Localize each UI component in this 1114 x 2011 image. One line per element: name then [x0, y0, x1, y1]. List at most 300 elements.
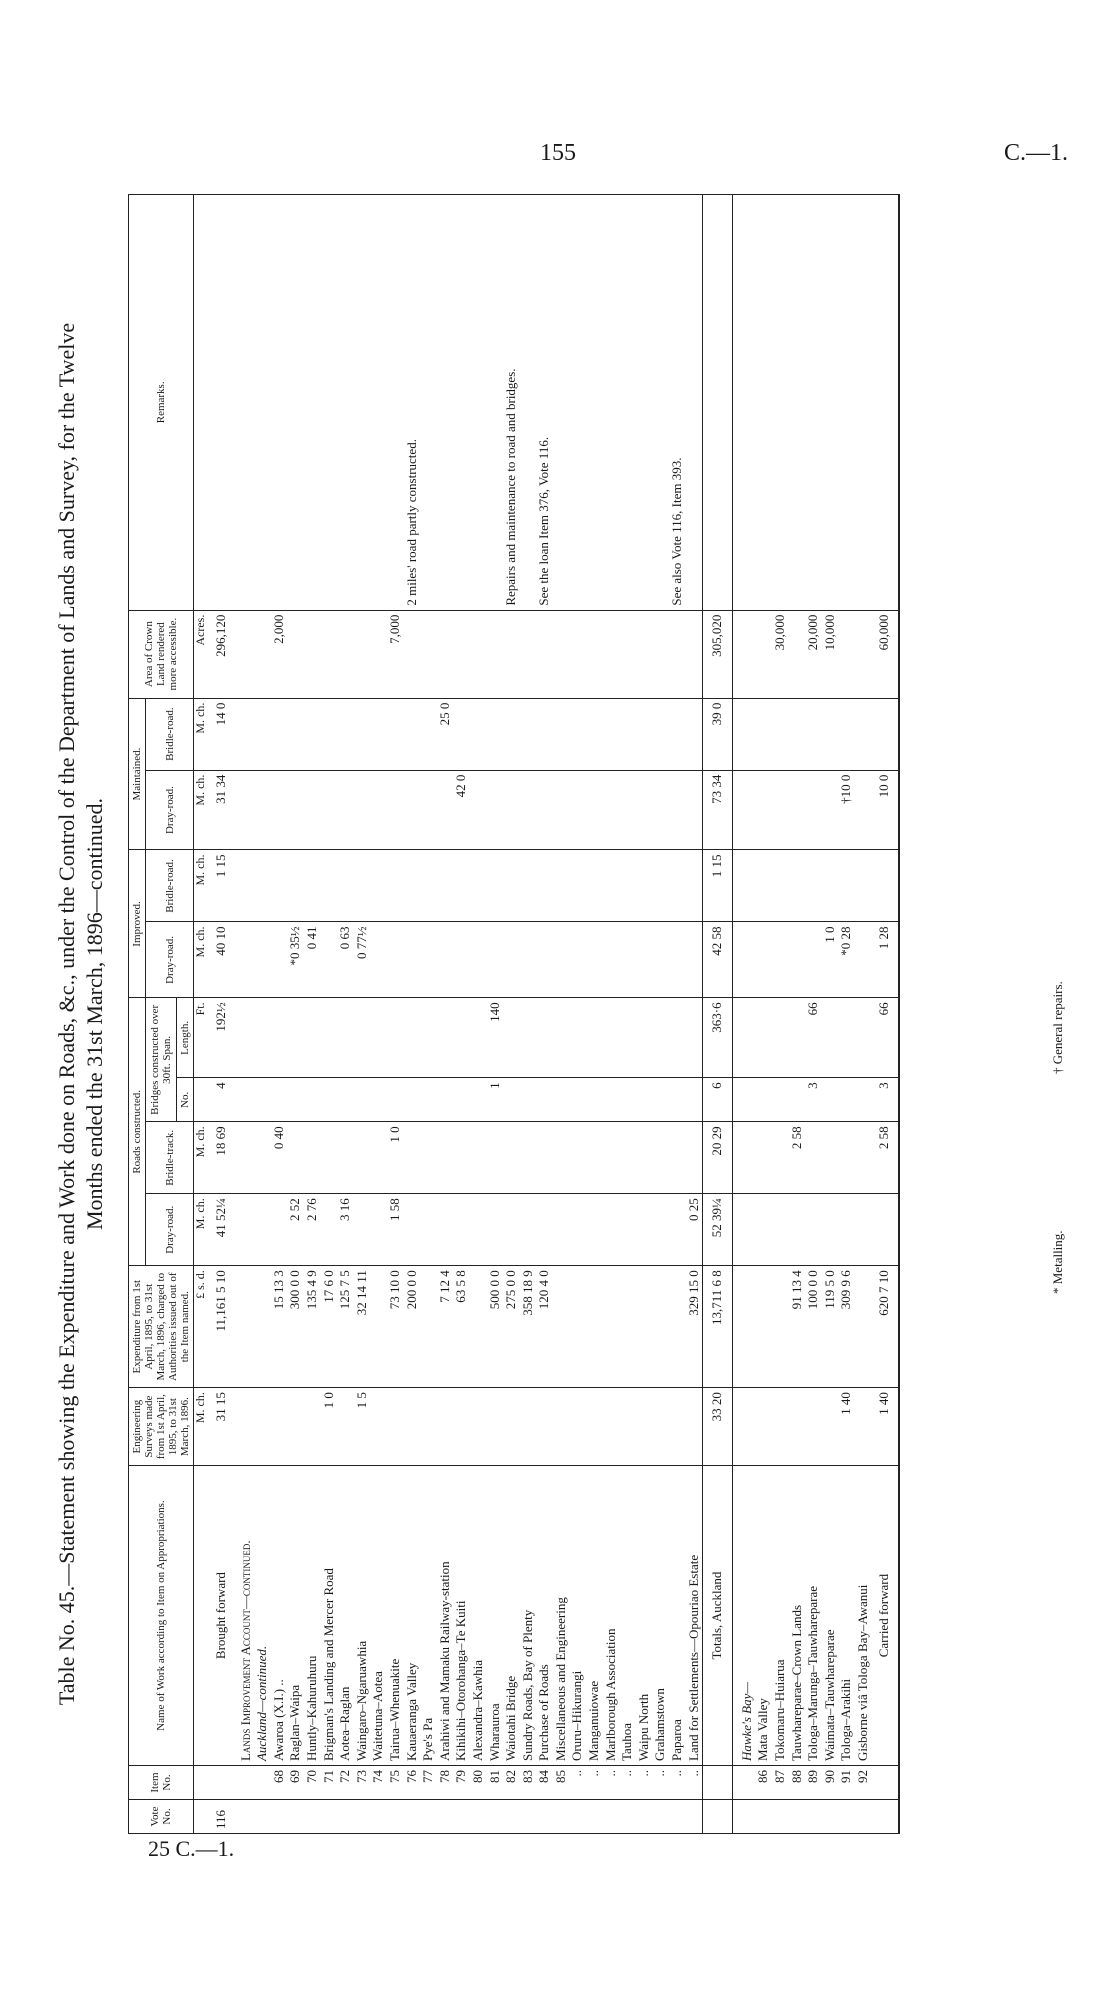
br-no-cell	[619, 1078, 636, 1122]
br-len-cell	[652, 998, 669, 1078]
exp-cell	[553, 1266, 570, 1388]
rc-bridle-cell	[337, 1122, 354, 1194]
mnt-bridle-cell	[755, 698, 772, 770]
exp-cell: 63 5 8	[453, 1266, 470, 1388]
imp-bridle-cell	[404, 850, 421, 922]
eng-cell	[503, 1388, 520, 1466]
mnt-bridle-header: Bridle-road.	[146, 698, 194, 770]
area-cell	[520, 610, 537, 698]
unit-area: Acres.	[194, 610, 208, 698]
rc-bridle-cell	[487, 1122, 504, 1194]
tot-rc-dray: 52 39¼	[703, 1194, 733, 1266]
rc-bridle-cell	[437, 1122, 454, 1194]
exp-cell: 135 4 9	[304, 1266, 321, 1388]
vote-cell	[619, 1800, 636, 1834]
mnt-bridle-cell	[321, 698, 338, 770]
rc-dray-cell	[636, 1194, 653, 1266]
table-row	[470, 195, 487, 1834]
bf-rc-dray: 41 52¼	[207, 1194, 238, 1266]
rc-dray-cell	[772, 1194, 789, 1266]
item-no: 82	[503, 1766, 520, 1800]
imp-bridle-cell	[586, 850, 603, 922]
table-row	[603, 195, 620, 1834]
vote-cell	[404, 1800, 421, 1834]
imp-bridle-cell	[271, 850, 288, 922]
cf-mnt-dray: 10 0	[872, 770, 900, 850]
eng-cell	[553, 1388, 570, 1466]
rc-bridle-cell	[287, 1122, 304, 1194]
area-cell	[337, 610, 354, 698]
remarks-cell	[271, 195, 288, 611]
imp-bridle-cell	[569, 850, 586, 922]
eng-cell	[271, 1388, 288, 1466]
rc-bridle-cell	[586, 1122, 603, 1194]
eng-cell	[603, 1388, 620, 1466]
rc-dray-cell: 2 76	[304, 1194, 321, 1266]
vote-cell	[569, 1800, 586, 1834]
imp-bridle-cell	[420, 850, 437, 922]
rc-dray-cell	[420, 1194, 437, 1266]
table-row	[536, 195, 553, 1834]
mnt-dray-cell	[354, 770, 371, 850]
tot-exp: 13,711 6 8	[703, 1266, 733, 1388]
mnt-dray-cell: †10 0	[838, 770, 855, 850]
table-row	[586, 195, 603, 1834]
item-no: 71	[321, 1766, 338, 1800]
br-no-cell	[772, 1078, 789, 1122]
imp-bridle-cell	[487, 850, 504, 922]
area-cell	[652, 610, 669, 698]
mnt-dray-cell	[304, 770, 321, 850]
rc-bridle-header: Bridle-track.	[146, 1122, 194, 1194]
br-no-cell	[755, 1078, 772, 1122]
area-cell: 10,000	[822, 610, 839, 698]
exp-cell	[586, 1266, 603, 1388]
brought-forward-row	[207, 195, 238, 1834]
table-row	[321, 195, 338, 1834]
imp-bridle-cell	[536, 850, 553, 922]
item-no: 69	[287, 1766, 304, 1800]
mnt-bridle-cell	[603, 698, 620, 770]
exp-cell	[636, 1266, 653, 1388]
vote-cell	[553, 1800, 570, 1834]
mnt-dray-cell	[603, 770, 620, 850]
eng-cell	[520, 1388, 537, 1466]
imp-bridle-cell	[772, 850, 789, 922]
imp-dray-cell	[553, 922, 570, 998]
vote-cell	[271, 1800, 288, 1834]
table-row	[569, 195, 586, 1834]
work-name: Purchase of Roads	[536, 1466, 553, 1766]
tot-br-len: 363·6	[703, 998, 733, 1078]
vote-cell	[636, 1800, 653, 1834]
imp-bridle-cell	[520, 850, 537, 922]
rc-dray-cell	[354, 1194, 371, 1266]
vote-cell	[822, 1800, 839, 1834]
br-no-cell	[437, 1078, 454, 1122]
item-no: 84	[536, 1766, 553, 1800]
table-row	[437, 195, 454, 1834]
work-name: Tologa–Marunga–Tauwhareparae	[805, 1466, 822, 1766]
br-no-cell	[838, 1078, 855, 1122]
br-no-cell	[470, 1078, 487, 1122]
imp-dray-cell	[686, 922, 703, 998]
br-len-cell	[370, 998, 387, 1078]
cf-br-len: 66	[872, 998, 900, 1078]
remarks-header: Remarks.	[129, 195, 194, 611]
br-len-cell	[520, 998, 537, 1078]
exp-cell: 7 12 4	[437, 1266, 454, 1388]
rc-dray-cell	[520, 1194, 537, 1266]
item-no: 80	[470, 1766, 487, 1800]
eng-cell: 1 40	[838, 1388, 855, 1466]
imp-dray-cell	[586, 922, 603, 998]
hawkes-heading-row	[732, 195, 755, 1834]
vote-cell	[387, 1800, 404, 1834]
item-no: 81	[487, 1766, 504, 1800]
br-no-cell	[503, 1078, 520, 1122]
item-no: 74	[370, 1766, 387, 1800]
imp-bridle-cell	[304, 850, 321, 922]
exp-cell: 275 0 0	[503, 1266, 520, 1388]
remarks-cell	[838, 195, 855, 611]
rc-bridle-cell	[569, 1122, 586, 1194]
table-row	[553, 195, 570, 1834]
bf-br-no: 4	[207, 1078, 238, 1122]
vote-cell	[304, 1800, 321, 1834]
item-no: ..	[669, 1766, 686, 1800]
mnt-bridle-cell	[487, 698, 504, 770]
item-no: 90	[822, 1766, 839, 1800]
exp-cell: 119 5 0	[822, 1266, 839, 1388]
eng-cell	[619, 1388, 636, 1466]
imp-dray-cell	[387, 922, 404, 998]
rc-bridle-cell	[686, 1122, 703, 1194]
mnt-bridle-cell	[503, 698, 520, 770]
br-no-cell	[855, 1078, 872, 1122]
eng-cell	[669, 1388, 686, 1466]
area-cell	[470, 610, 487, 698]
unit-rc-bridle: M. ch.	[194, 1122, 208, 1194]
br-len-cell	[669, 998, 686, 1078]
rc-bridle-cell	[354, 1122, 371, 1194]
work-name: Kauaeranga Valley	[404, 1466, 421, 1766]
item-no: 78	[437, 1766, 454, 1800]
imp-dray-cell: *0 35½	[287, 922, 304, 998]
imp-bridle-cell	[553, 850, 570, 922]
rc-bridle-cell	[404, 1122, 421, 1194]
work-name: Land for Settlements—Opouriao Estate	[686, 1466, 703, 1766]
area-cell	[553, 610, 570, 698]
tot-br-no: 6	[703, 1078, 733, 1122]
eng-cell	[789, 1388, 806, 1466]
eng-cell	[772, 1388, 789, 1466]
rc-bridle-cell	[669, 1122, 686, 1194]
area-cell	[437, 610, 454, 698]
work-name: Tauwhareparae–Crown Lands	[789, 1466, 806, 1766]
mnt-dray-cell	[287, 770, 304, 850]
imp-dray-cell	[420, 922, 437, 998]
page-number: 155	[540, 140, 576, 166]
mnt-dray-cell	[772, 770, 789, 850]
table-row	[652, 195, 669, 1834]
remarks-cell	[569, 195, 586, 611]
table-row	[487, 195, 504, 1834]
bf-br-len: 192½	[207, 998, 238, 1078]
imp-dray-cell	[569, 922, 586, 998]
table-row	[304, 195, 321, 1834]
remarks-cell: See the loan Item 376, Vote 116.	[536, 195, 553, 611]
rc-bridle-cell	[822, 1122, 839, 1194]
exp-cell: 100 0 0	[805, 1266, 822, 1388]
work-name: Wharauroa	[487, 1466, 504, 1766]
rc-bridle-cell	[603, 1122, 620, 1194]
remarks-cell	[387, 195, 404, 611]
mnt-dray-cell	[337, 770, 354, 850]
imp-bridle-cell	[619, 850, 636, 922]
name-header: Name of Work according to Item on Appropriations.	[129, 1466, 194, 1766]
work-name: Kihikihi–Otorohanga–Te Kuiti	[453, 1466, 470, 1766]
rc-dray-cell	[569, 1194, 586, 1266]
area-cell: 20,000	[805, 610, 822, 698]
item-no: 89	[805, 1766, 822, 1800]
table-row	[370, 195, 387, 1834]
table-title: Table No. 45.—Statement showing the Expenditure and Work done on Roads, &c., under the Control of the Department of Lands and Survey, for the Twelve	[54, 322, 79, 1706]
imp-dray-cell	[805, 922, 822, 998]
vote-cell	[669, 1800, 686, 1834]
imp-bridle-cell	[354, 850, 371, 922]
work-name: Arahiwi and Mamaku Railway-station	[437, 1466, 454, 1766]
rc-dray-cell	[789, 1194, 806, 1266]
imp-bridle-cell	[603, 850, 620, 922]
cf-area: 60,000	[872, 610, 900, 698]
br-len-cell	[755, 998, 772, 1078]
eng-cell	[822, 1388, 839, 1466]
mnt-dray-cell	[520, 770, 537, 850]
table-row	[805, 195, 822, 1834]
unit-imp-dray: M. ch.	[194, 922, 208, 998]
bf-rc-bridle: 18 69	[207, 1122, 238, 1194]
exp-cell	[420, 1266, 437, 1388]
imp-dray-cell	[652, 922, 669, 998]
bf-mnt-dray: 31 34	[207, 770, 238, 850]
imp-dray-cell: 0 41	[304, 922, 321, 998]
br-len-cell	[855, 998, 872, 1078]
table-row	[354, 195, 371, 1834]
area-cell	[304, 610, 321, 698]
eng-cell	[755, 1388, 772, 1466]
br-len-cell	[503, 998, 520, 1078]
imp-bridle-cell	[437, 850, 454, 922]
imp-bridle-cell	[370, 850, 387, 922]
item-no: ..	[686, 1766, 703, 1800]
mnt-dray-cell	[669, 770, 686, 850]
mnt-dray-cell	[404, 770, 421, 850]
exp-cell	[755, 1266, 772, 1388]
br-len-cell	[772, 998, 789, 1078]
br-no-cell	[354, 1078, 371, 1122]
imp-bridle-cell	[805, 850, 822, 922]
area-cell	[789, 610, 806, 698]
vote-cell	[503, 1800, 520, 1834]
unit-rc-dray: M. ch.	[194, 1194, 208, 1266]
br-no-cell	[370, 1078, 387, 1122]
br-no-cell	[789, 1078, 806, 1122]
work-name: Waitetuna–Aotea	[370, 1466, 387, 1766]
item-no: 88	[789, 1766, 806, 1800]
eng-cell	[569, 1388, 586, 1466]
remarks-cell	[304, 195, 321, 611]
totals-label: Totals, Auckland	[703, 1466, 733, 1766]
imp-bridle-cell	[652, 850, 669, 922]
rc-dray-cell	[487, 1194, 504, 1266]
item-no: 76	[404, 1766, 421, 1800]
imp-bridle-cell	[686, 850, 703, 922]
footnote-metalling: * Metalling.	[1050, 1230, 1065, 1294]
vote-cell	[586, 1800, 603, 1834]
br-len-cell	[789, 998, 806, 1078]
br-len-cell	[822, 998, 839, 1078]
mnt-dray-cell	[686, 770, 703, 850]
mnt-bridle-cell	[586, 698, 603, 770]
work-name: Alexandra–Kawhia	[470, 1466, 487, 1766]
vote-cell	[855, 1800, 872, 1834]
remarks-cell	[420, 195, 437, 611]
imp-dray-cell: 0 77½	[354, 922, 371, 998]
eng-cell	[453, 1388, 470, 1466]
br-no-cell	[603, 1078, 620, 1122]
mnt-dray-cell	[822, 770, 839, 850]
rc-bridle-cell	[619, 1122, 636, 1194]
area-cell	[855, 610, 872, 698]
remarks-cell	[603, 195, 620, 611]
vote-cell	[321, 1800, 338, 1834]
br-len-cell: 66	[805, 998, 822, 1078]
imp-bridle-cell	[636, 850, 653, 922]
vote-cell	[437, 1800, 454, 1834]
work-name: Aotea–Raglan	[337, 1466, 354, 1766]
vote-cell	[420, 1800, 437, 1834]
table-row	[619, 195, 636, 1834]
imp-dray-cell	[789, 922, 806, 998]
mnt-dray-cell	[470, 770, 487, 850]
rc-dray-cell	[453, 1194, 470, 1266]
br-len-cell	[686, 998, 703, 1078]
mnt-dray-cell	[855, 770, 872, 850]
vote-cell	[370, 1800, 387, 1834]
area-cell: 2,000	[271, 610, 288, 698]
eng-cell: 1 0	[321, 1388, 338, 1466]
carried-forward-row	[872, 195, 900, 1834]
rc-bridle-cell	[420, 1122, 437, 1194]
table-row	[271, 195, 288, 1834]
mnt-bridle-cell	[287, 698, 304, 770]
br-no-cell	[420, 1078, 437, 1122]
item-no: ..	[603, 1766, 620, 1800]
imp-bridle-cell	[287, 850, 304, 922]
unit-br-len: Ft.	[194, 998, 208, 1078]
table-row	[636, 195, 653, 1834]
mnt-bridle-cell	[855, 698, 872, 770]
rc-dray-cell: 2 52	[287, 1194, 304, 1266]
rc-bridle-cell	[520, 1122, 537, 1194]
work-name: Oruru–Hikurangi	[569, 1466, 586, 1766]
table-row	[337, 195, 354, 1834]
mnt-dray-cell	[487, 770, 504, 850]
remarks-cell	[789, 195, 806, 611]
rc-dray-cell	[503, 1194, 520, 1266]
remarks-cell	[321, 195, 338, 611]
mnt-bridle-cell	[453, 698, 470, 770]
item-no: 85	[553, 1766, 570, 1800]
mnt-dray-cell	[370, 770, 387, 850]
item-no: ..	[586, 1766, 603, 1800]
item-no: 87	[772, 1766, 789, 1800]
mnt-dray-cell	[619, 770, 636, 850]
area-cell	[755, 610, 772, 698]
work-name: Tologa–Arakihi	[838, 1466, 855, 1766]
item-no: ..	[652, 1766, 669, 1800]
mnt-bridle-cell	[387, 698, 404, 770]
imp-dray-cell	[437, 922, 454, 998]
cf-eng: 1 40	[872, 1388, 900, 1466]
rc-dray-cell: 1 58	[387, 1194, 404, 1266]
br-len-cell	[404, 998, 421, 1078]
rc-bridle-cell	[855, 1122, 872, 1194]
tot-rc-bridle: 20 29	[703, 1122, 733, 1194]
bridges-no-header: No.	[177, 1078, 194, 1122]
remarks-cell	[354, 195, 371, 611]
imp-bridle-cell	[838, 850, 855, 922]
vote-cell	[536, 1800, 553, 1834]
item-no: 70	[304, 1766, 321, 1800]
eng-cell	[536, 1388, 553, 1466]
work-name: Tauhoa	[619, 1466, 636, 1766]
item-no: 91	[838, 1766, 855, 1800]
rc-bridle-cell	[321, 1122, 338, 1194]
remarks-cell	[636, 195, 653, 611]
area-cell	[838, 610, 855, 698]
vote-cell	[354, 1800, 371, 1834]
rc-bridle-cell: 1 0	[387, 1122, 404, 1194]
table-row	[420, 195, 437, 1834]
rotated-table-page	[54, 194, 1088, 1834]
mnt-dray-cell	[755, 770, 772, 850]
imp-dray-cell	[536, 922, 553, 998]
mnt-dray-cell	[553, 770, 570, 850]
mnt-dray-cell	[789, 770, 806, 850]
mnt-dray-cell	[321, 770, 338, 850]
cf-imp-dray: 1 28	[872, 922, 900, 998]
work-name: Marlborough Association	[603, 1466, 620, 1766]
work-name: Sundry Roads, Bay of Plenty	[520, 1466, 537, 1766]
item-no: ..	[636, 1766, 653, 1800]
br-no-cell	[520, 1078, 537, 1122]
mnt-dray-cell	[652, 770, 669, 850]
remarks-cell	[470, 195, 487, 611]
mnt-bridle-cell	[686, 698, 703, 770]
imp-bridle-cell	[470, 850, 487, 922]
area-cell	[404, 610, 421, 698]
br-no-cell	[586, 1078, 603, 1122]
rc-dray-cell	[755, 1194, 772, 1266]
table-row	[789, 195, 806, 1834]
rc-dray-cell	[553, 1194, 570, 1266]
imp-dray-cell	[503, 922, 520, 998]
exp-cell: 17 6 0	[321, 1266, 338, 1388]
exp-cell	[772, 1266, 789, 1388]
vote-cell	[755, 1800, 772, 1834]
